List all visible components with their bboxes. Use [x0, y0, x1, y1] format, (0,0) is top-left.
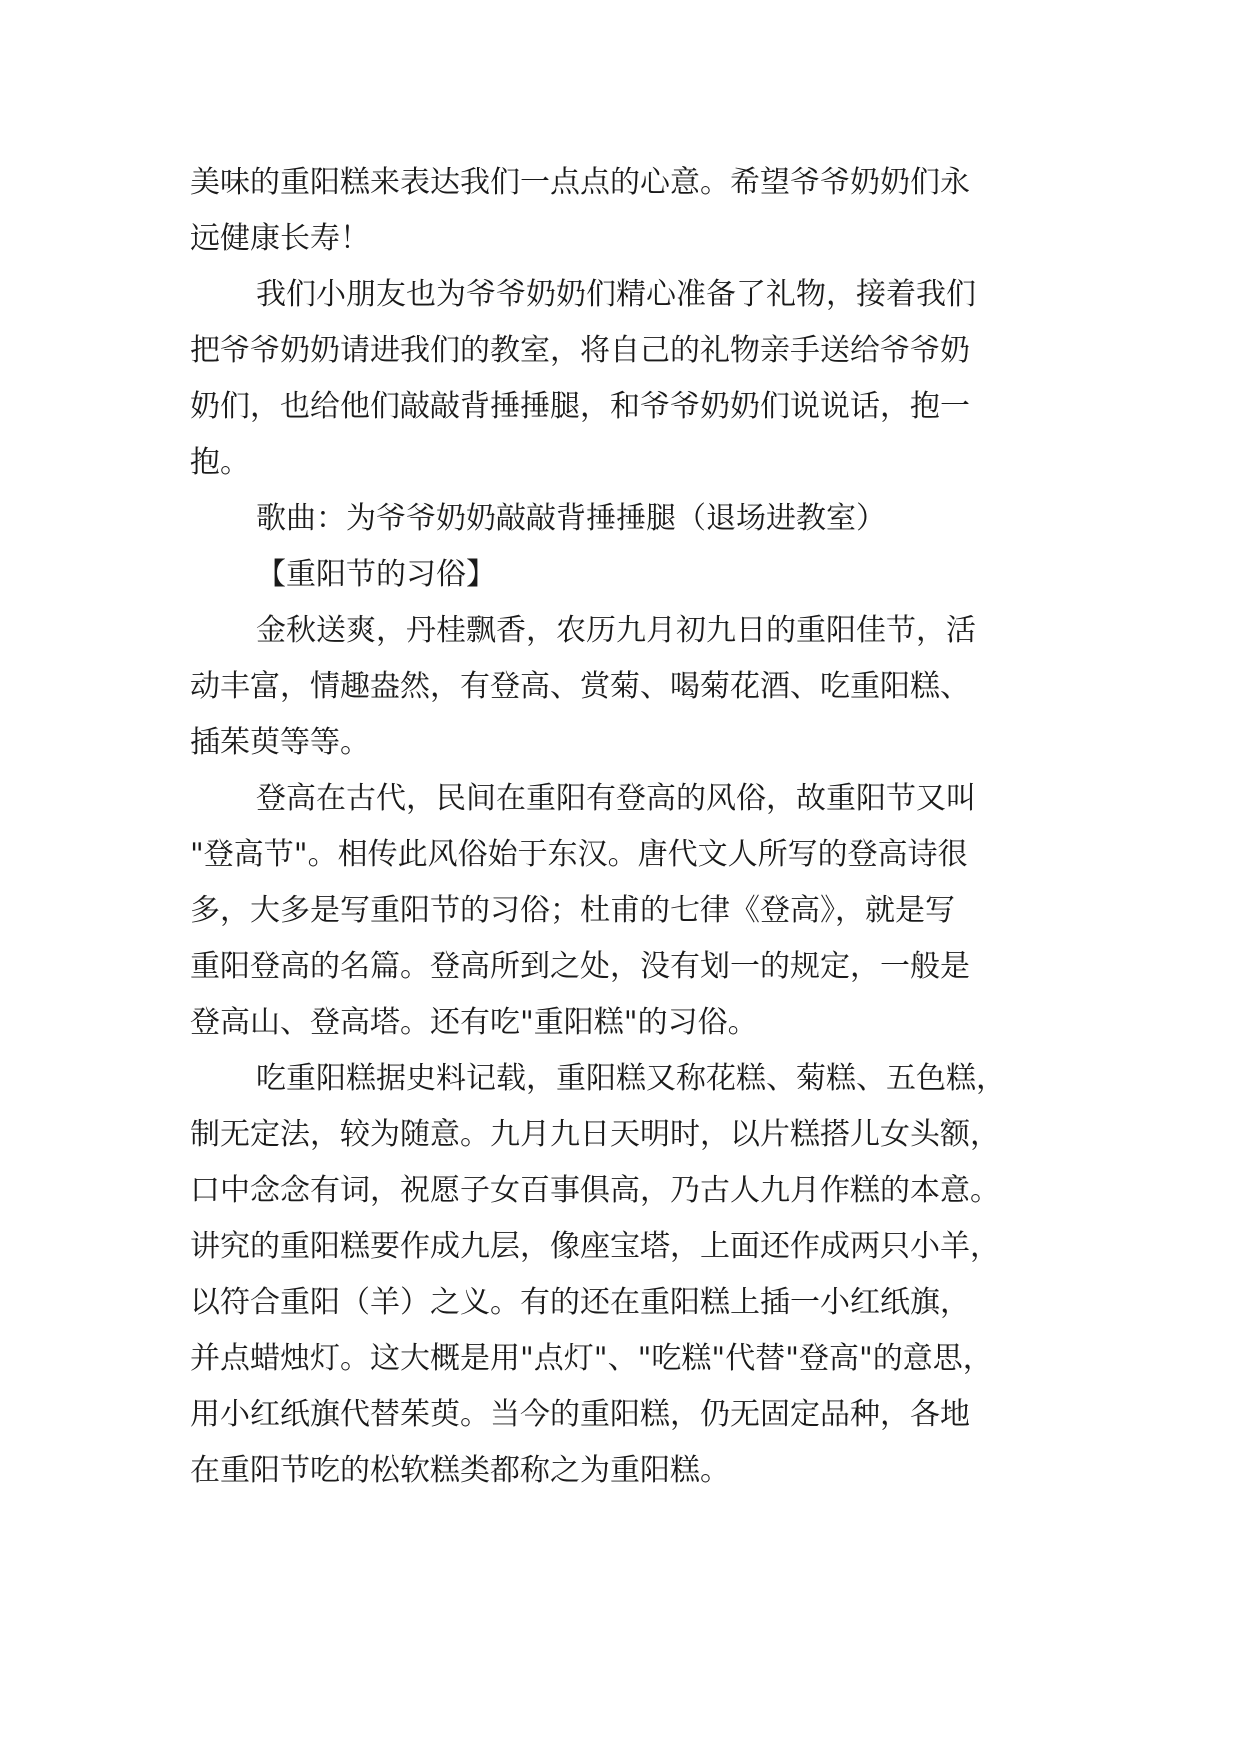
text-line: 登高山、登高塔。还有吃"重阳糕"的习俗。 [190, 1005, 758, 1040]
song-title-line: 歌曲：为爷爷奶奶敲敲背捶捶腿（退场进教室） [256, 501, 886, 536]
document-body [190, 155, 1060, 1499]
text-line: 抱。 [190, 445, 250, 480]
text-line: 动丰富，情趣盎然，有登高、赏菊、喝菊花酒、吃重阳糕、 [190, 669, 970, 704]
text-line: 并点蜡烛灯。这大概是用"点灯"、"吃糕"代替"登高"的意思， [190, 1341, 993, 1376]
text-line: 插茱萸等等。 [190, 725, 370, 760]
text-line: 远健康长寿！ [190, 221, 370, 256]
text-line: 重阳登高的名篇。登高所到之处，没有划一的规定，一般是 [190, 949, 970, 984]
text-line: "登高节"。相传此风俗始于东汉。唐代文人所写的登高诗很 [190, 837, 968, 872]
text-line: 用小红纸旗代替茱萸。当今的重阳糕，仍无固定品种，各地 [190, 1397, 970, 1432]
text-line: 美味的重阳糕来表达我们一点点的心意。希望爷爷奶奶们永 [190, 165, 970, 200]
text-line: 在重阳节吃的松软糕类都称之为重阳糕。 [190, 1453, 730, 1488]
paragraph-start-line: 金秋送爽，丹桂飘香，农历九月初九日的重阳佳节，活 [256, 613, 976, 648]
text-line: 把爷爷奶奶请进我们的教室，将自己的礼物亲手送给爷爷奶 [190, 333, 970, 368]
text-line: 多，大多是写重阳节的习俗；杜甫的七律《登高》，就是写 [190, 893, 955, 928]
text-line: 制无定法，较为随意。九月九日天明时，以片糕搭儿女头额， [190, 1117, 1000, 1152]
text-line: 讲究的重阳糕要作成九层，像座宝塔，上面还作成两只小羊， [190, 1229, 1000, 1264]
paragraph-start-line: 登高在古代，民间在重阳有登高的风俗，故重阳节又叫 [256, 781, 976, 816]
paragraph-start-line: 吃重阳糕据史料记载，重阳糕又称花糕、菊糕、五色糕， [256, 1061, 1006, 1096]
text-line: 口中念念有词，祝愿子女百事俱高，乃古人九月作糕的本意。 [190, 1173, 1000, 1208]
text-line: 奶们，也给他们敲敲背捶捶腿，和爷爷奶奶们说说话，抱一 [190, 389, 970, 424]
text-line: 以符合重阳（羊）之义。有的还在重阳糕上插一小红纸旗， [190, 1285, 970, 1320]
section-heading: 【重阳节的习俗】 [256, 557, 496, 592]
paragraph-start-line: 我们小朋友也为爷爷奶奶们精心准备了礼物，接着我们 [256, 277, 976, 312]
